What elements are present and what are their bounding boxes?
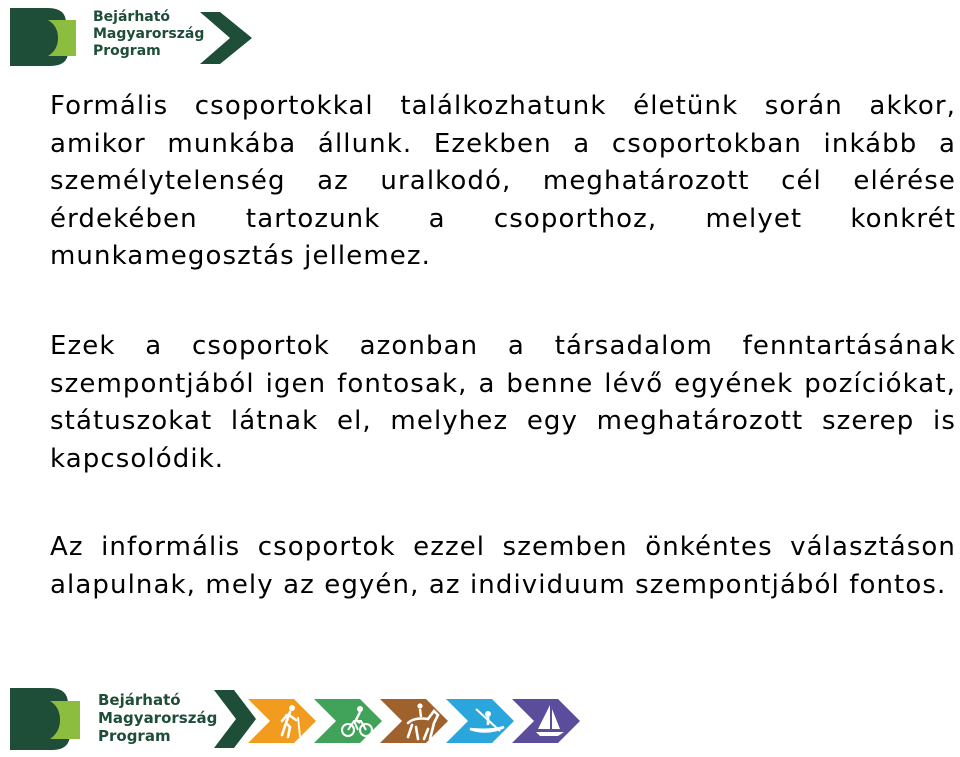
logo-line-3: Program	[93, 43, 161, 59]
logo-line-2: Magyarország	[98, 709, 218, 727]
logo-wordmark-bottom	[98, 691, 217, 745]
program-logo-top	[8, 6, 258, 72]
kayaking-icon	[446, 699, 514, 743]
sailing-icon	[512, 699, 580, 743]
logo-line-1: Bejárható	[98, 691, 181, 709]
hiking-icon	[248, 699, 316, 743]
logo-line-1: Bejárható	[93, 9, 171, 25]
paragraph-formal-groups: Formális csoportokkal találkozhatunk életünk során akkor, amikor munkába állunk. Ezekben a csoportokban inkább a személytelenség az uralkodó, meghatározott cél elérése érdekében tartozunk a csoporthoz, melyet konkrét munkamegosztás jellemez.	[50, 91, 956, 272]
logo-wordmark	[93, 9, 204, 60]
horse-riding-icon	[380, 699, 448, 743]
cycling-icon	[314, 699, 382, 743]
logo-line-2: Magyarország	[93, 26, 205, 42]
program-logo-bottom	[8, 686, 258, 756]
paragraph-informal-groups: Az informális csoportok ezzel szemben önkéntes választáson alapulnak, mely az egyén, az individuum szempontjából fontos.	[50, 532, 956, 600]
paragraph-social-importance: Ezek a csoportok azonban a társadalom fenntartásának szempontjából igen fontosak, a benne lévő egyének pozíciókat, státuszokat látnak el, melyhez egy meghatározott szerep is kapcsolódik.	[50, 331, 956, 474]
activity-chevrons	[240, 697, 620, 745]
logo-line-3: Program	[98, 727, 171, 745]
